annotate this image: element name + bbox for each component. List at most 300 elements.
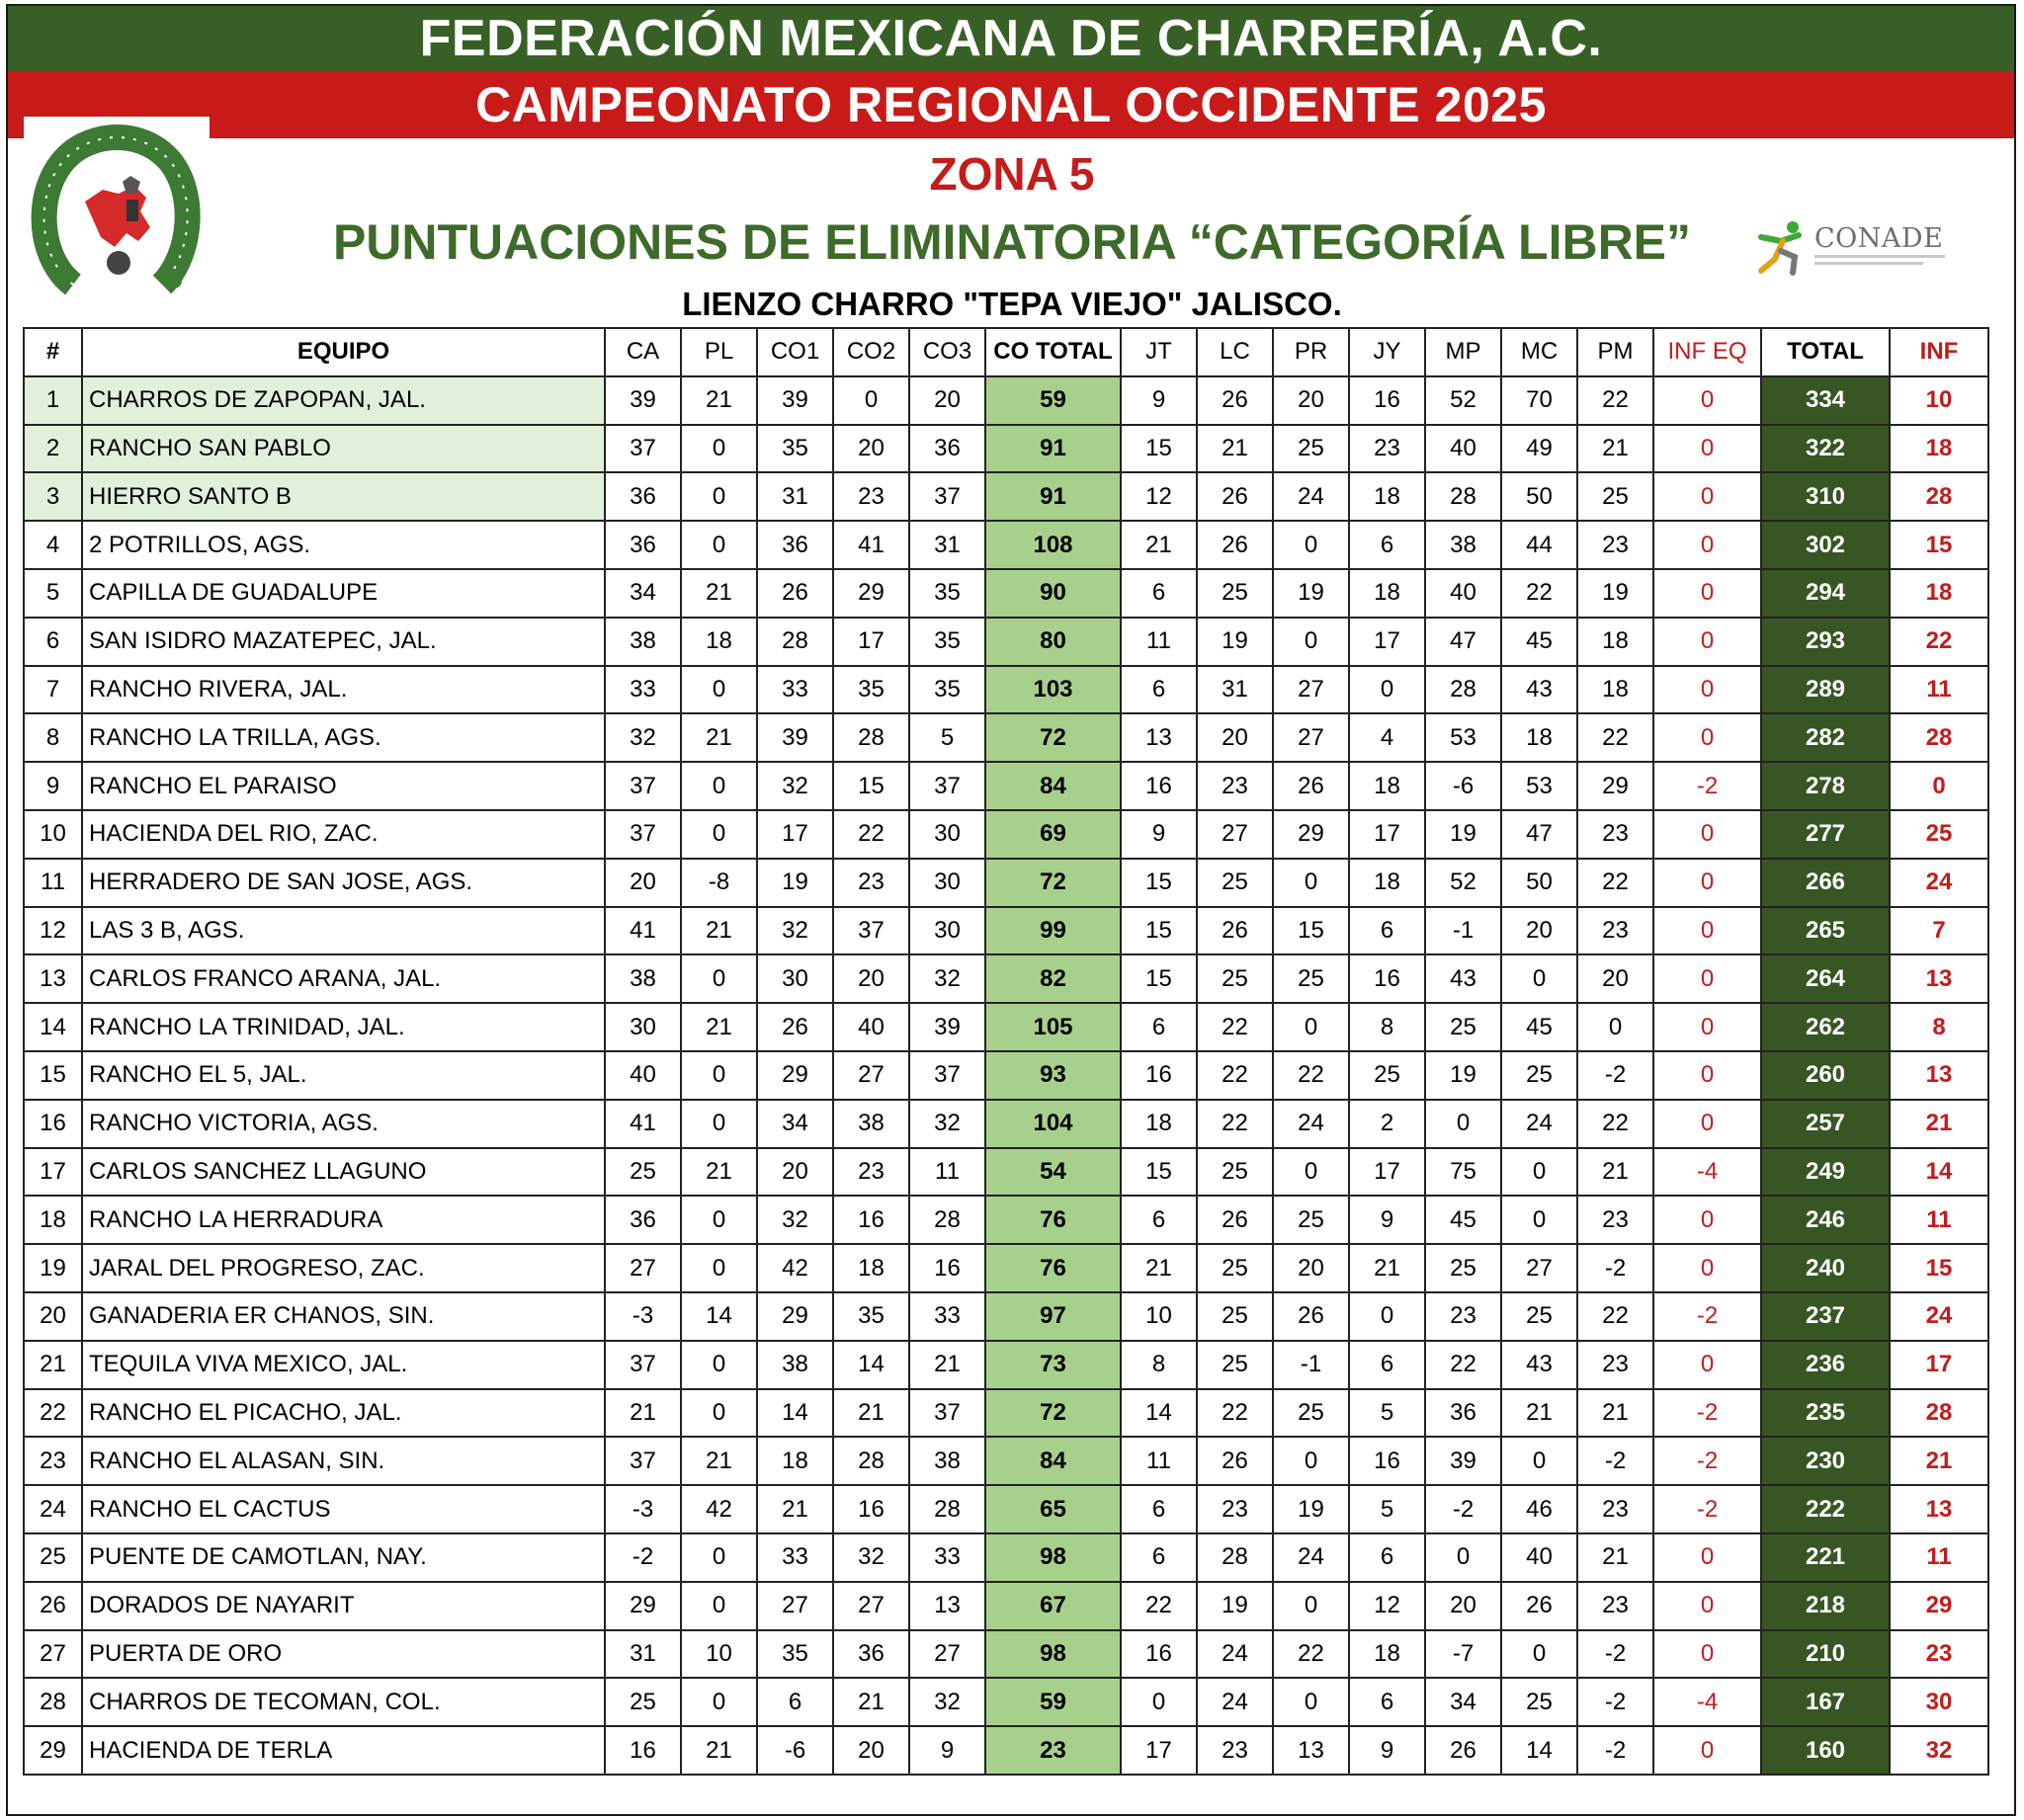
cell-pl: 21 [681,713,757,762]
cell-inf: 28 [1890,472,1988,521]
cell-co2: 20 [833,1726,909,1775]
cell-rank: 11 [24,859,82,907]
cell-co3: 35 [909,569,985,618]
cell-pr: 24 [1273,1533,1349,1582]
col-header-inf-eq: INF EQ [1653,328,1761,376]
cell-jy: 6 [1349,907,1425,955]
cell-co3: 32 [909,954,985,1003]
cell-co-total: 67 [985,1582,1121,1630]
table-row [24,569,1988,618]
cell-total: 334 [1761,376,1890,425]
cell-ca: 37 [605,1437,681,1485]
table-row [24,954,1988,1003]
cell-mc: 20 [1501,907,1577,955]
cell-inf: 24 [1890,1292,1988,1341]
cell-lc: 26 [1197,907,1273,955]
cell-jy: 4 [1349,713,1425,762]
cell-co2: 15 [833,762,909,810]
cell-pr: 0 [1273,521,1349,569]
cell-rank: 13 [24,954,82,1003]
cell-pr: 0 [1273,1437,1349,1485]
cell-total: 249 [1761,1148,1890,1197]
cell-co-total: 69 [985,810,1121,859]
cell-co2: 18 [833,1244,909,1292]
col-header-pr: PR [1273,328,1349,376]
cell-mp: 43 [1425,954,1501,1003]
table-row [24,810,1988,859]
cell-pr: 19 [1273,569,1349,618]
cell-total: 257 [1761,1100,1890,1148]
cell-total: 278 [1761,762,1890,810]
scores-table [23,327,1989,1776]
cell-co-total: 82 [985,954,1121,1003]
cell-pm: 21 [1577,1148,1653,1197]
cell-team: JARAL DEL PROGRESO, ZAC. [82,1244,605,1292]
cell-total: 235 [1761,1389,1890,1438]
cell-mp: 34 [1425,1678,1501,1726]
cell-co3: 31 [909,521,985,569]
cell-team: RANCHO EL 5, JAL. [82,1051,605,1100]
cell-jt: 17 [1121,1726,1197,1775]
cell-co3: 32 [909,1100,985,1148]
cell-inf-eq: 0 [1653,1196,1761,1244]
cell-co2: 28 [833,1437,909,1485]
cell-jt: 21 [1121,1244,1197,1292]
cell-co3: 5 [909,713,985,762]
cell-mp: 39 [1425,1437,1501,1485]
cell-pr: 22 [1273,1630,1349,1679]
cell-mc: 53 [1501,762,1577,810]
cell-mc: 70 [1501,376,1577,425]
cell-inf: 17 [1890,1341,1988,1389]
cell-total: 167 [1761,1678,1890,1726]
cell-co2: 21 [833,1389,909,1438]
cell-co2: 36 [833,1630,909,1679]
cell-co-total: 91 [985,472,1121,521]
cell-total: 264 [1761,954,1890,1003]
cell-team: HACIENDA DE TERLA [82,1726,605,1775]
cell-co1: 18 [757,1437,833,1485]
table-row [24,859,1988,907]
cell-inf: 7 [1890,907,1988,955]
cell-co2: 16 [833,1196,909,1244]
cell-pm: 18 [1577,666,1653,714]
cell-mp: 45 [1425,1196,1501,1244]
cell-ca: -3 [605,1292,681,1341]
cell-inf: 14 [1890,1148,1988,1197]
cell-rank: 2 [24,425,82,473]
cell-pr: 26 [1273,762,1349,810]
cell-pr: 20 [1273,376,1349,425]
cell-lc: 22 [1197,1100,1273,1148]
cell-jy: 17 [1349,618,1425,666]
cell-inf-eq: 0 [1653,1630,1761,1679]
cell-team: RANCHO VICTORIA, AGS. [82,1100,605,1148]
cell-total: 260 [1761,1051,1890,1100]
cell-pm: 23 [1577,1341,1653,1389]
cell-co-total: 84 [985,762,1121,810]
cell-co-total: 104 [985,1100,1121,1148]
cell-jt: 14 [1121,1389,1197,1438]
cell-mc: 43 [1501,666,1577,714]
cell-jt: 6 [1121,569,1197,618]
cell-inf-eq: 0 [1653,1051,1761,1100]
table-row [24,762,1988,810]
cell-co1: 14 [757,1389,833,1438]
cell-inf: 15 [1890,521,1988,569]
cell-jy: 18 [1349,859,1425,907]
cell-lc: 22 [1197,1389,1273,1438]
cell-jy: 9 [1349,1726,1425,1775]
cell-inf-eq: -2 [1653,762,1761,810]
cell-rank: 7 [24,666,82,714]
cell-jt: 21 [1121,521,1197,569]
cell-pm: 20 [1577,954,1653,1003]
cell-jy: 18 [1349,762,1425,810]
cell-inf-eq: 0 [1653,666,1761,714]
cell-co-total: 72 [985,713,1121,762]
cell-pl: 0 [681,762,757,810]
table-row [24,472,1988,521]
cell-pr: 20 [1273,1244,1349,1292]
conade-runner-icon [1753,217,1813,277]
cell-co3: 32 [909,1678,985,1726]
cell-total: 322 [1761,425,1890,473]
cell-lc: 25 [1197,1244,1273,1292]
cell-jy: 18 [1349,472,1425,521]
cell-co1: 32 [757,1196,833,1244]
conade-logo-text: CONADE [1814,223,1944,254]
cell-mc: 0 [1501,1196,1577,1244]
cell-co3: 27 [909,1630,985,1679]
cell-inf-eq: -2 [1653,1437,1761,1485]
cell-mp: 19 [1425,1051,1501,1100]
cell-jt: 16 [1121,762,1197,810]
cell-lc: 25 [1197,859,1273,907]
cell-co3: 35 [909,618,985,666]
cell-inf: 32 [1890,1726,1988,1775]
cell-inf: 15 [1890,1244,1988,1292]
cell-pr: 15 [1273,907,1349,955]
cell-inf-eq: 0 [1653,569,1761,618]
cell-rank: 27 [24,1630,82,1679]
cell-jt: 15 [1121,425,1197,473]
cell-inf-eq: 0 [1653,1003,1761,1051]
cell-pr: 0 [1273,1148,1349,1197]
cell-co-total: 73 [985,1341,1121,1389]
cell-team: CAPILLA DE GUADALUPE [82,569,605,618]
cell-co2: 23 [833,472,909,521]
cell-ca: 41 [605,1100,681,1148]
table-row [24,1100,1988,1148]
cell-inf: 18 [1890,425,1988,473]
cell-pl: 0 [681,954,757,1003]
cell-pm: 21 [1577,425,1653,473]
cell-ca: 38 [605,618,681,666]
cell-jy: 2 [1349,1100,1425,1148]
cell-co-total: 72 [985,1389,1121,1438]
cell-pm: 22 [1577,376,1653,425]
table-row [24,1148,1988,1197]
cell-team: CARLOS SANCHEZ LLAGUNO [82,1148,605,1197]
cell-pr: 0 [1273,1582,1349,1630]
cell-co1: 39 [757,713,833,762]
col-header-lc: LC [1197,328,1273,376]
cell-rank: 5 [24,569,82,618]
cell-mc: 44 [1501,521,1577,569]
table-row [24,1437,1988,1485]
cell-total: 218 [1761,1582,1890,1630]
cell-co1: 32 [757,762,833,810]
cell-ca: 36 [605,472,681,521]
cell-ca: 37 [605,762,681,810]
cell-mp: 52 [1425,859,1501,907]
cell-ca: 41 [605,907,681,955]
cell-co1: 42 [757,1244,833,1292]
cell-total: 160 [1761,1726,1890,1775]
cell-jy: 18 [1349,569,1425,618]
cell-mp: 52 [1425,376,1501,425]
cell-inf-eq: -4 [1653,1148,1761,1197]
cell-jy: 17 [1349,1148,1425,1197]
cell-co2: 22 [833,810,909,859]
cell-rank: 15 [24,1051,82,1100]
cell-inf-eq: 0 [1653,472,1761,521]
cell-co-total: 84 [985,1437,1121,1485]
cell-rank: 26 [24,1582,82,1630]
cell-lc: 26 [1197,1196,1273,1244]
cell-co3: 33 [909,1292,985,1341]
cell-co1: 17 [757,810,833,859]
cell-pl: 0 [681,1244,757,1292]
cell-co1: 39 [757,376,833,425]
cell-pm: 22 [1577,713,1653,762]
cell-team: RANCHO EL PARAISO [82,762,605,810]
cell-team: RANCHO LA HERRADURA [82,1196,605,1244]
cell-mp: 23 [1425,1292,1501,1341]
cell-mc: 18 [1501,713,1577,762]
cell-jt: 15 [1121,1148,1197,1197]
cell-jt: 11 [1121,618,1197,666]
col-header-inf: INF [1890,328,1988,376]
cell-co-total: 108 [985,521,1121,569]
cell-pr: 19 [1273,1485,1349,1533]
cell-rank: 10 [24,810,82,859]
cell-pl: 0 [681,521,757,569]
cell-mc: 45 [1501,1003,1577,1051]
col-header-rank: # [24,328,82,376]
cell-lc: 26 [1197,472,1273,521]
table-row [24,1678,1988,1726]
cell-rank: 21 [24,1341,82,1389]
cell-co1: 30 [757,954,833,1003]
conade-logo-tagline [1814,255,1945,258]
table-row [24,1003,1988,1051]
cell-team: PUERTA DE ORO [82,1630,605,1679]
col-header-pl: PL [681,328,757,376]
cell-co2: 27 [833,1582,909,1630]
cell-mp: 0 [1425,1533,1501,1582]
cell-team: PUENTE DE CAMOTLAN, NAY. [82,1533,605,1582]
cell-mp: 28 [1425,472,1501,521]
cell-inf: 11 [1890,666,1988,714]
cell-co-total: 97 [985,1292,1121,1341]
cell-co2: 27 [833,1051,909,1100]
cell-lc: 28 [1197,1533,1273,1582]
cell-co2: 20 [833,425,909,473]
cell-team: RANCHO LA TRINIDAD, JAL. [82,1003,605,1051]
cell-co3: 28 [909,1485,985,1533]
table-row [24,1485,1988,1533]
cell-ca: 36 [605,521,681,569]
cell-pr: 27 [1273,666,1349,714]
cell-ca: 37 [605,425,681,473]
cell-team: RANCHO EL CACTUS [82,1485,605,1533]
cell-jt: 10 [1121,1292,1197,1341]
category-subtitle: PUNTUACIONES DE ELIMINATORIA “CATEGORÍA LIBRE” [332,214,1692,270]
cell-total: 293 [1761,618,1890,666]
cell-jt: 9 [1121,376,1197,425]
cell-co1: 26 [757,569,833,618]
cell-team: HACIENDA DEL RIO, ZAC. [82,810,605,859]
cell-pl: 0 [681,1389,757,1438]
cell-mp: 26 [1425,1726,1501,1775]
cell-jt: 12 [1121,472,1197,521]
cell-rank: 17 [24,1148,82,1197]
cell-team: CARLOS FRANCO ARANA, JAL. [82,954,605,1003]
cell-pl: 21 [681,1003,757,1051]
cell-inf: 13 [1890,1051,1988,1100]
cell-mp: 28 [1425,666,1501,714]
cell-jy: 9 [1349,1196,1425,1244]
cell-ca: 30 [605,1003,681,1051]
cell-mp: 38 [1425,521,1501,569]
col-header-co-total: CO TOTAL [985,328,1121,376]
cell-pl: 0 [681,1100,757,1148]
cell-pm: 22 [1577,1292,1653,1341]
cell-co2: 32 [833,1533,909,1582]
cell-inf-eq: -2 [1653,1292,1761,1341]
cell-inf-eq: 0 [1653,1100,1761,1148]
table-row [24,376,1988,425]
cell-jt: 11 [1121,1437,1197,1485]
cell-co2: 28 [833,713,909,762]
cell-co2: 41 [833,521,909,569]
cell-team: RANCHO EL ALASAN, SIN. [82,1437,605,1485]
cell-mp: 40 [1425,569,1501,618]
cell-pr: 27 [1273,713,1349,762]
col-header-mp: MP [1425,328,1501,376]
cell-jy: 16 [1349,954,1425,1003]
cell-co3: 37 [909,762,985,810]
cell-rank: 4 [24,521,82,569]
cell-jt: 6 [1121,1533,1197,1582]
cell-mc: 49 [1501,425,1577,473]
cell-team: CHARROS DE ZAPOPAN, JAL. [82,376,605,425]
cell-ca: 25 [605,1678,681,1726]
cell-team: TEQUILA VIVA MEXICO, JAL. [82,1341,605,1389]
cell-mp: 40 [1425,425,1501,473]
cell-co3: 16 [909,1244,985,1292]
cell-co1: 32 [757,907,833,955]
cell-pm: -2 [1577,1726,1653,1775]
cell-jy: 6 [1349,521,1425,569]
cell-co3: 36 [909,425,985,473]
cell-lc: 27 [1197,810,1273,859]
cell-pm: 23 [1577,521,1653,569]
cell-ca: 37 [605,810,681,859]
cell-pl: -8 [681,859,757,907]
cell-mc: 27 [1501,1244,1577,1292]
cell-mp: 75 [1425,1148,1501,1197]
cell-pm: -2 [1577,1678,1653,1726]
cell-total: 302 [1761,521,1890,569]
cell-co3: 13 [909,1582,985,1630]
cell-pr: 25 [1273,1389,1349,1438]
cell-jt: 6 [1121,1003,1197,1051]
cell-inf: 22 [1890,618,1988,666]
cell-total: 221 [1761,1533,1890,1582]
cell-lc: 19 [1197,1582,1273,1630]
cell-team: SAN ISIDRO MAZATEPEC, JAL. [82,618,605,666]
cell-co-total: 99 [985,907,1121,955]
cell-mc: 22 [1501,569,1577,618]
cell-co3: 30 [909,810,985,859]
cell-total: 262 [1761,1003,1890,1051]
cell-inf: 30 [1890,1678,1988,1726]
table-row [24,666,1988,714]
cell-jt: 18 [1121,1100,1197,1148]
cell-co3: 38 [909,1437,985,1485]
cell-co3: 30 [909,907,985,955]
col-header-pm: PM [1577,328,1653,376]
cell-ca: 32 [605,713,681,762]
cell-mc: 47 [1501,810,1577,859]
cell-co2: 37 [833,907,909,955]
cell-rank: 8 [24,713,82,762]
cell-pr: 25 [1273,425,1349,473]
cell-co1: 38 [757,1341,833,1389]
cell-inf: 11 [1890,1196,1988,1244]
cell-co1: 20 [757,1148,833,1197]
cell-pr: 25 [1273,954,1349,1003]
cell-co2: 23 [833,1148,909,1197]
cell-co3: 9 [909,1726,985,1775]
cell-co-total: 54 [985,1148,1121,1197]
cell-co-total: 98 [985,1533,1121,1582]
cell-mc: 0 [1501,1630,1577,1679]
cell-co-total: 91 [985,425,1121,473]
cell-pr: 13 [1273,1726,1349,1775]
cell-inf: 11 [1890,1533,1988,1582]
cell-jy: 17 [1349,810,1425,859]
cell-team: HIERRO SANTO B [82,472,605,521]
cell-rank: 18 [24,1196,82,1244]
table-row [24,1051,1988,1100]
cell-ca: 25 [605,1148,681,1197]
cell-mp: 19 [1425,810,1501,859]
cell-mc: 25 [1501,1051,1577,1100]
cell-pm: 23 [1577,907,1653,955]
cell-jt: 0 [1121,1678,1197,1726]
cell-pr: 29 [1273,810,1349,859]
table-body [24,376,1988,1775]
cell-pm: -2 [1577,1437,1653,1485]
cell-inf-eq: 0 [1653,907,1761,955]
cell-pl: 21 [681,376,757,425]
table-row [24,1196,1988,1244]
cell-co1: 27 [757,1582,833,1630]
